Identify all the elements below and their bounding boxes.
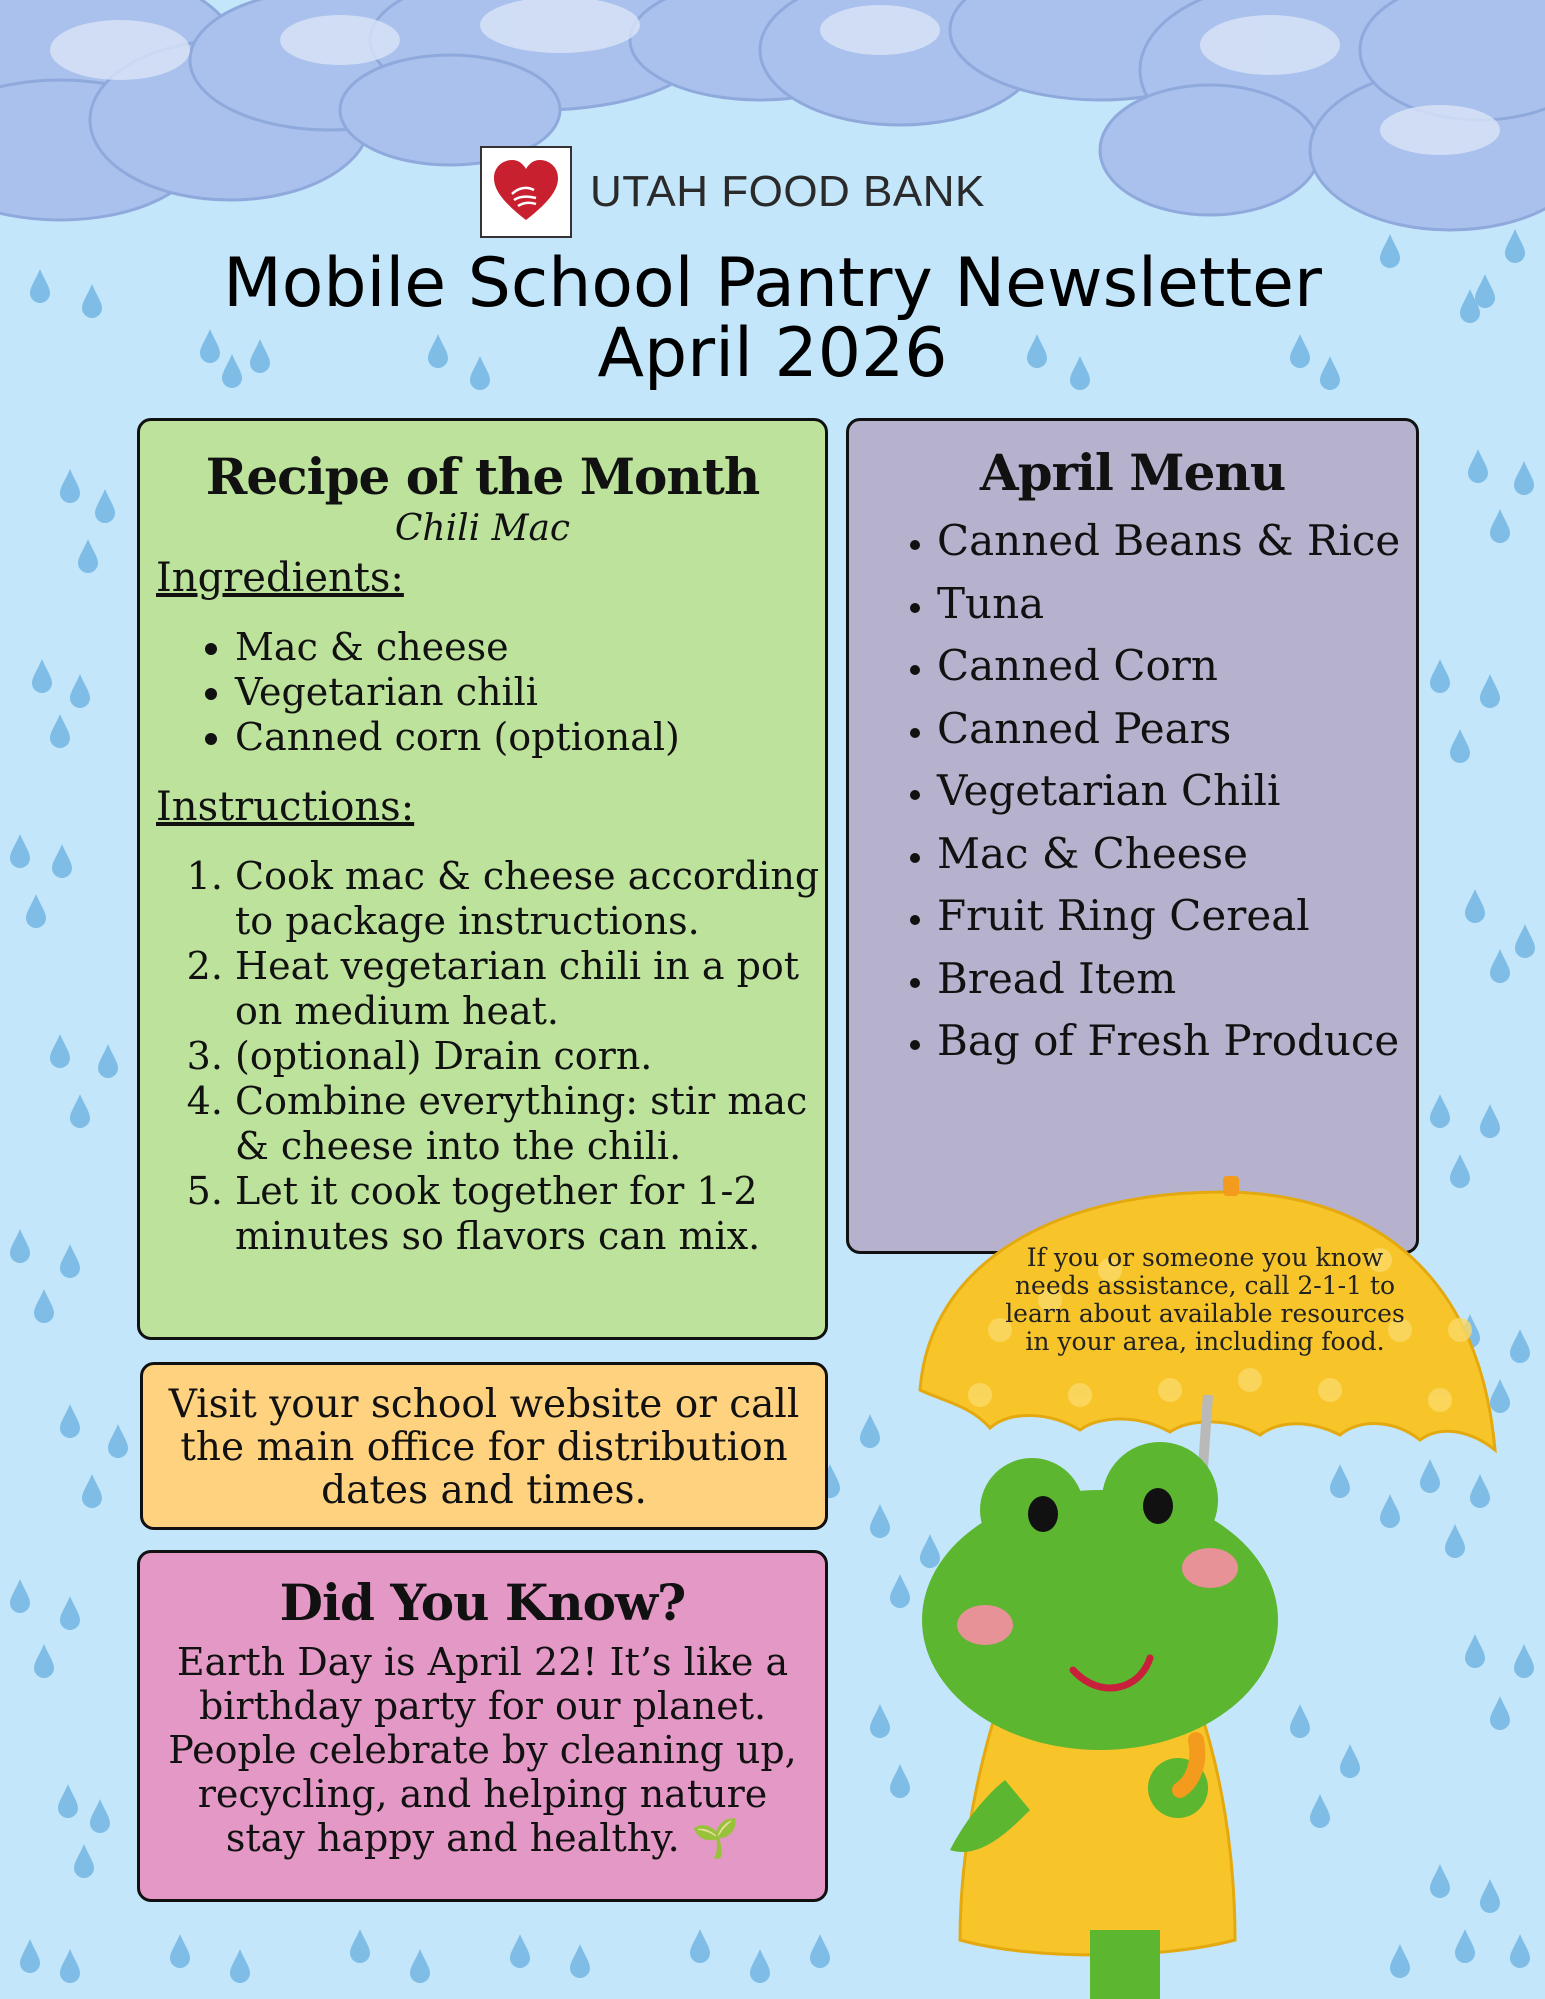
- frog-cheek-right: [1182, 1548, 1238, 1588]
- ingredient-item: • Mac & cheese: [235, 625, 825, 670]
- instruction-step: 5. Let it cook together for 1-2 minutes so flavors can mix.: [235, 1169, 825, 1259]
- menu-item: • Bread Item: [937, 948, 1416, 1011]
- page-title: Mobile School Pantry Newsletter: [223, 244, 1322, 323]
- menu-item: • Canned Corn: [937, 635, 1416, 698]
- did-you-know-heading: Did You Know?: [279, 1573, 686, 1632]
- frog-eye-left: [1028, 1496, 1058, 1532]
- logo-text: UTAH FOOD BANK: [590, 167, 985, 216]
- frog-legs: [1090, 1930, 1160, 1999]
- page-subtitle-date: April 2026: [597, 314, 948, 393]
- instruction-step: 4. Combine everything: stir mac & cheese into the chili.: [235, 1079, 825, 1169]
- instruction-step: 1. Cook mac & cheese according to package instructions.: [235, 854, 825, 944]
- instruction-step: 2. Heat vegetarian chili in a pot on medium heat.: [235, 944, 825, 1034]
- did-you-know-body: Earth Day is April 22! It’s like a birthday party for our planet. People celebrate by cleaning up, recycling, and helping nature stay happy and healthy.: [168, 1640, 797, 1860]
- sprout-icon: 🌱: [691, 1816, 740, 1860]
- menu-item: • Bag of Fresh Produce: [937, 1010, 1416, 1073]
- visit-text: Visit your school website or call the main office for distribution dates and times.: [168, 1382, 800, 1513]
- ingredients-heading: Ingredients:: [156, 555, 404, 601]
- recipe-heading: Recipe of the Month: [205, 447, 760, 506]
- menu-item: • Tuna: [937, 573, 1416, 636]
- frog-cheek-left: [957, 1605, 1013, 1645]
- menu-item: • Canned Beans & Rice: [937, 510, 1416, 573]
- menu-item: • Canned Pears: [937, 698, 1416, 761]
- ingredient-item: • Vegetarian chili: [235, 670, 825, 715]
- recipe-name: Chili Mac: [394, 508, 571, 549]
- assistance-message: If you or someone you know needs assistance, call 2-1-1 to learn about available resources in your area, including food.: [1005, 1243, 1405, 1356]
- instruction-step: 3. (optional) Drain corn.: [235, 1034, 825, 1079]
- menu-item: • Vegetarian Chili: [937, 760, 1416, 823]
- ingredient-item: • Canned corn (optional): [235, 715, 825, 760]
- menu-heading: April Menu: [979, 443, 1286, 502]
- menu-item: • Fruit Ring Cereal: [937, 885, 1416, 948]
- instructions-heading: Instructions:: [156, 784, 415, 830]
- menu-item: • Mac & Cheese: [937, 823, 1416, 886]
- umbrella-tip: [1223, 1176, 1239, 1196]
- frog-eye-right: [1143, 1488, 1173, 1524]
